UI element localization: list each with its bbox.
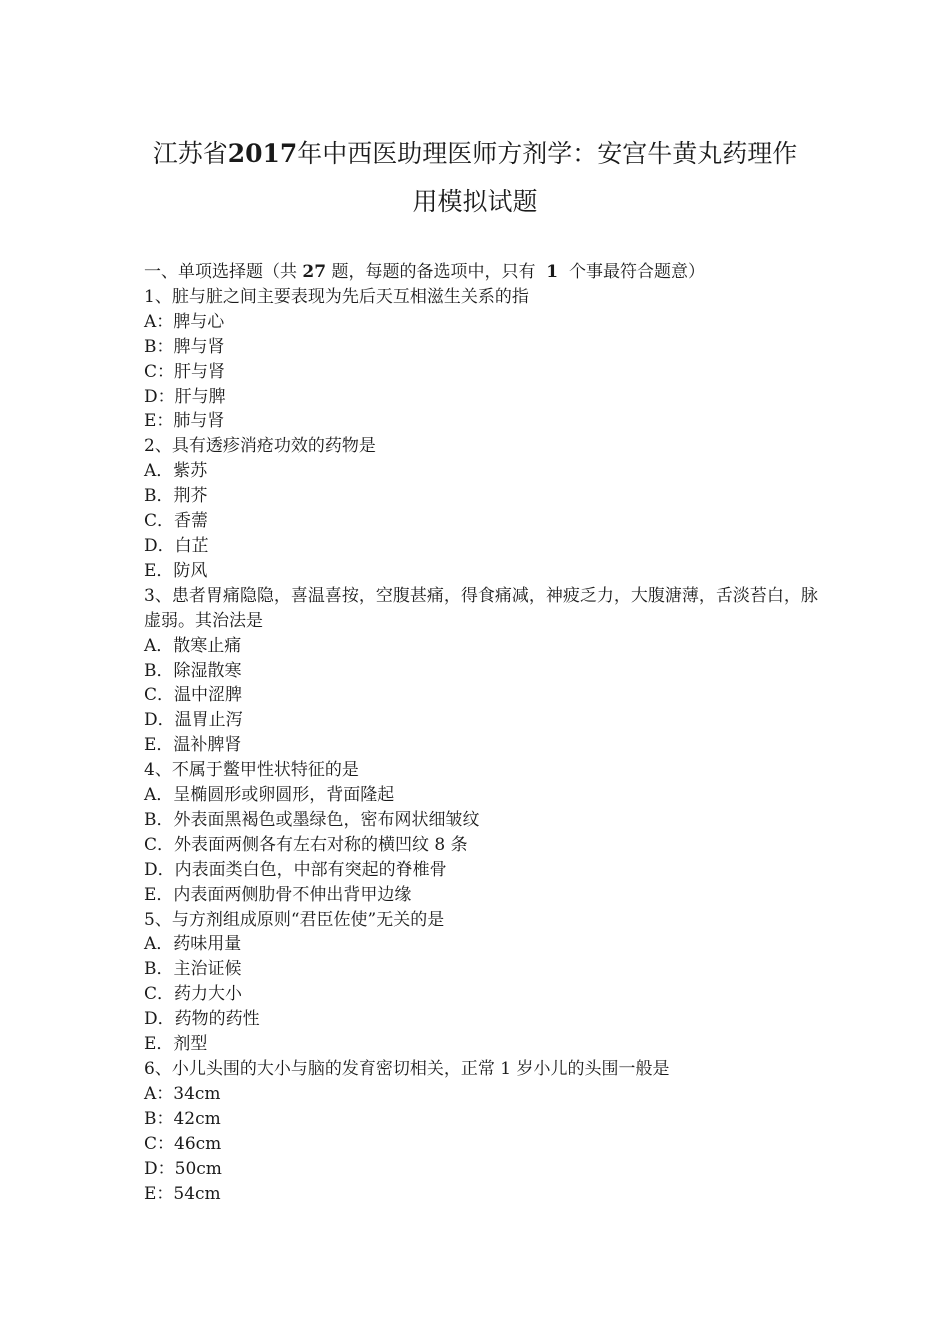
answer-count: 1 [546, 262, 559, 282]
option-a: A．紫苏 [144, 461, 208, 482]
option-e: E：54cm [144, 1183, 221, 1204]
option-a: A．呈椭圆形或卵圆形，背面隆起 [144, 785, 395, 806]
option-e: E．防风 [144, 560, 208, 581]
question-3 [144, 584, 824, 758]
option-c: C．药力大小 [144, 984, 243, 1005]
option-c: C：肝与肾 [144, 361, 226, 382]
question-stem: 4、不属于鳖甲性状特征的是 [144, 760, 359, 781]
option-b: B．主治证候 [144, 959, 242, 980]
option-a: A：34cm [144, 1083, 221, 1104]
option-e: E．温补脾肾 [144, 735, 242, 756]
option-b: B．除湿散寒 [144, 660, 242, 681]
option-e: E：肺与肾 [144, 411, 225, 432]
title-year: 2017 [227, 139, 298, 168]
question-6 [144, 1057, 824, 1206]
title-suffix: 年中西医助理医师方剂学：安宫牛黄丸药理作 [297, 139, 798, 168]
document-body [144, 260, 824, 1206]
option-d: D．药物的药性 [144, 1009, 260, 1030]
option-a: A：脾与心 [144, 311, 225, 332]
question-stem: 1、脏与脏之间主要表现为先后天互相滋生关系的指 [144, 286, 529, 307]
option-b: B：脾与肾 [144, 336, 225, 357]
doc-title-line-2: 用模拟试题 [412, 187, 538, 216]
option-d: D．内表面类白色，中部有突起的脊椎骨 [144, 859, 447, 880]
option-a: A．药味用量 [144, 934, 242, 955]
option-c: C．外表面两侧各有左右对称的横凹纹 8 条 [144, 834, 468, 855]
option-b: B：42cm [144, 1108, 221, 1129]
doc-title-line-1 [0, 134, 950, 174]
section-heading-mid: 题，每题的备选项中，只有 [331, 262, 536, 282]
question-count: 27 [302, 262, 327, 282]
question-stem: 6、小儿头围的大小与脑的发育密切相关，正常 1 岁小儿的头围一般是 [144, 1059, 670, 1079]
option-e: E．剂型 [144, 1034, 208, 1055]
option-b: B．荆芥 [144, 486, 208, 507]
question-4 [144, 758, 824, 907]
option-e: E．内表面两侧肋骨不伸出背甲边缘 [144, 884, 412, 905]
option-a: A．散寒止痛 [144, 635, 242, 656]
option-d: D：肝与脾 [144, 386, 226, 407]
title-prefix: 江苏省 [152, 139, 228, 168]
question-5 [144, 908, 824, 1057]
option-b: B．外表面黑褐色或墨绿色，密布网状细皱纹 [144, 809, 480, 830]
option-c: C．温中涩脾 [144, 685, 243, 706]
question-2 [144, 434, 824, 583]
option-d: D．白芷 [144, 535, 209, 556]
option-c: C：46cm [144, 1133, 222, 1154]
section-heading-pre: 一、单项选择题（共 [144, 262, 297, 282]
question-stem: 5、与方剂组成原则“君臣佐使”无关的是 [144, 909, 445, 930]
question-stem: 2、具有透疹消疮功效的药物是 [144, 436, 376, 457]
section-heading [144, 260, 824, 285]
option-c: C．香薷 [144, 511, 209, 532]
section-heading-post: 个事最符合题意） [568, 262, 705, 282]
question-1 [144, 285, 824, 434]
option-d: D：50cm [144, 1158, 222, 1179]
option-d: D．温胃止泻 [144, 710, 243, 731]
question-stem: 3、患者胃痛隐隐，喜温喜按，空腹甚痛，得食痛减，神疲乏力，大腹溏薄，舌淡苔白，脉虚弱。其治法是 [144, 585, 818, 631]
